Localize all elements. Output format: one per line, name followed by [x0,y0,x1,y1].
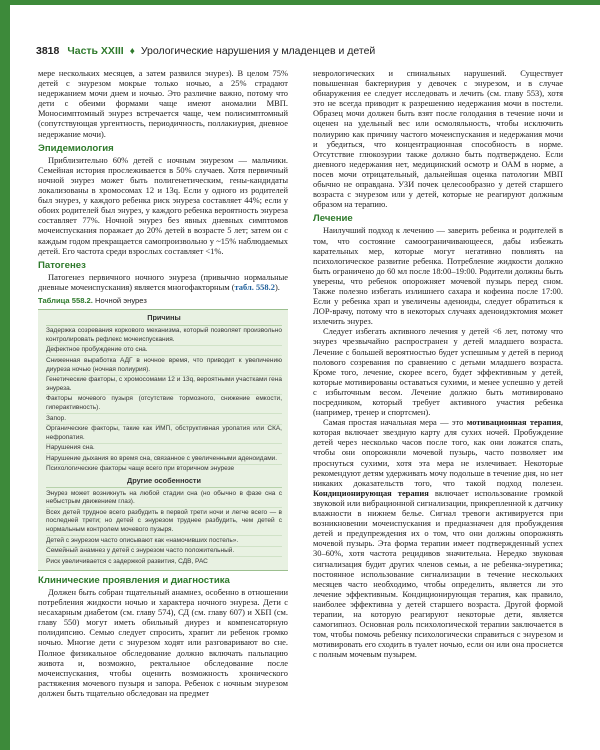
text-run: включает использование громкой звуковой или вибрационной сигнализации, прикрепленной к датчику влажности в нижнем белье. Сигнал тревоги активируется при возникновении мочеиспускания и предназначен для пробуждения детей и предупреждения их о том, что они должны опорожнять мочевой пузырь. Эта форма терапии имеет подтвержденный успех 30–60%, хотя частота рецидивов значительна. Нередко звуковая сигнализация будит других членов семьи, а не ребенка-энуретика; постоянное использование сигнализации в течение нескольких месяцев часто необходимо, чтобы определить, является ли это лечение эффективным. Кондиционирующая терапия, как правило, наиболее эффективна у детей старшего возраста. Другой формой терапии, на которую реагируют некоторые дети, является самогипноз. Основная роль психологической терапии заключается в том, чтобы помочь ребенку психологически справиться с энурезом и мотивировать его сходить в туалет ночью, если он или она проснется с полным мочевым пузырем. [313,487,564,660]
table-caption-label: Таблица 558.2. [38,295,93,305]
section-heading-treatment: Лечение [313,213,353,225]
table-section-header: Причины [46,312,282,326]
table-caption [38,296,288,306]
table-row: Нарушение дыхания во время сна, связанное с увеличенными аденоидами. [46,454,282,465]
paragraph: Следует избегать активного лечения у детей <6 лет, потому что энурез чрезвычайно распространен у детей младшего возраста. Лечение с большей вероятностью будет успешным у детей в период полового созревания по сравнению с детьми младшего возраста. Кроме того, лечение, скорее всего, будет эффективным у детей, которые мотивированы оставаться сухими, и менее успешно у детей с избыточным весом. Лечение должно быть мотивировано посредником, который требует активного участия ребенка (например, тренер и спортсмен). [313,326,563,418]
table-row: Всех детей трудное всего разбудить в первой трети ночи и легче всего — в последней трети; но детей с энурезом труднее разбудить, чем детей с нормальным контролем мочевого пузыря. [46,508,282,536]
table-row: Генетические факторы, с хромосомами 12 и 13q, вероятными участками гена энуреза. [46,376,282,395]
table-row: Органические факторы, такие как ИМП, обструктивная уропатия или СКА, нефропатия. [46,425,282,444]
paragraph: Приблизительно 60% детей с ночным энурезом — мальчики. Семейная история прослеживается в 50% случаев. Хотя первичный ночной энурез может быть полигенетическим, гены-кандидаты локализованы в хромосомах 12 и 13q. Если у одного из родителей был энурез, у каждого ребенка риск энуреза составляет 44%; если у обоих родителей был энурез, у каждого ребенка вероятность энуреза составляет 77%. Ночной энурез без явных дневных симптомов мочеиспускания поражает до 20% детей в возрасте 5 лет; затем он с каждым годом прекращается самопроизвольно у ~15% наблюдаемых детей. Его частота среди взрослых составляет <1%. [38,154,288,256]
right-column [313,68,563,659]
page-number: 3818 [36,45,60,57]
paragraph [38,272,288,292]
table-row: Дефектное пробуждение ото сна. [46,346,282,357]
table-row: Риск увеличивается с задержкой развития, СДВ, РАС [46,557,208,565]
table-row: Детей с энурезом часто описывают как «намочивших постель». [46,536,282,547]
paragraph: мере нескольких месяцев, а затем развился энурез). В целом 75% детей с энурезом мокрые только ночью, а 25% страдают недержанием мочи днем и ночью. Это различие важно, потому что дети с обеими формами чаще имеют аномалии МВП. Моносимптомный энурез встречается чаще, чем полисимптомный (сопутствующая ургентность, периодичность, поллакиурия, дневное недержание мочи). [38,68,288,139]
term-motivational-therapy: мотивационная терапия [466,417,561,428]
table-row: Психологические факторы чаще всего при вторичном энурезе [46,465,235,473]
table-section-causes [46,327,282,475]
table-row: Энурез может возникнуть на любой стадии сна (но обычно в фазе сна с небыстрым движением глаз). [46,489,282,508]
table-section-features [46,489,282,567]
term-conditioning-therapy: Кондиционирующая терапия [313,487,429,498]
table-row: Задержка созревания коркового механизма, который позволяет произвольно контролировать рефлекс мочеиспускания. [46,327,282,346]
chapter-title: Урологические нарушения у младенцев и детей [140,45,376,57]
text-run: Патогенез первичного ночного энуреза (привычно нормальные дневные мочеиспускания) является многофакторным ( [38,271,288,292]
table-reference-link[interactable]: табл. 558.2 [234,281,275,292]
paragraph: Наилучший подход к лечению — заверить ребенка и родителей в том, что состояние самоограничивающееся, дабы избежать карательных мер, которые могут негативно повлиять на психологическое развитие ребенка. Потребление жидкости должно быть ограничено до 60 мл после 18:00–19:00. Родители должны быть уверены, что ребенок опорожняет мочевой пузырь перед сном. Также полезно избегать излишнего сахара и кофеина после 17:00. Если у ребенка храп и увеличены аденоиды, следует обратиться к ЛОР-врачу, потому что в некоторых случаях аденоидэктомия может излечить энурез. [313,225,563,327]
table-row: Факторы мочевого пузыря (отсутствие тормозного, снижение емкости, гиперактивность). [46,395,282,414]
text-run: Самая простая начальная мера — это [323,417,467,428]
text-run: , которая включает звездную карту для сухих ночей. Пробуждение детей через несколько часов после того, как они ложатся спать, чтобы они опорожняли мочевой пузырь, часто позволяет им проснуться сухими, хотя эта мера не излечивает. Некоторые рекомендуют детям удерживать мочу подольше в течение дня, но нет никаких доказательств того, что такой подход полезен. [313,417,563,488]
left-column [38,68,288,698]
top-color-band [0,0,600,5]
part-label: Часть XXIII [67,45,124,57]
table-section-header: Другие особенности [46,475,282,489]
section-heading-pathogenesis: Патогенез [38,259,86,271]
paragraph [313,417,563,659]
paragraph: Должен быть собран тщательный анамнез, особенно в отношении потребления жидкости ночью и характера ночного энуреза. Дети с несахарным диабетом (см. главу 574), СД (см. главу 607) и ХБП (см. главу 550) могут иметь обильный диурез и компенсаторную полидипсию. Семью следует спросить, храпит ли ребенок громко ночью. Многие дети с энурезом ходят или разговаривают во сне. Полное физикальное обследование должно включать пальпацию живота и, возможно, ректальное обследование после мочеиспускания, чтобы оценить возможность хронического растяжения мочевого пузыря и запора. Ребенок с ночным энурезом должен быть тщательно обследован на предмет [38,587,288,698]
table-row: Семейный анамнез у детей с энурезом часто положительный. [46,547,282,558]
paragraph: неврологических и спинальных нарушений. Существует повышенная бактериурия у девочек с энурезом, и в случае обнаружения ее следует исследовать и лечить (см. главу 553), хотя это не всегда приводит к разрешению недержания мочи в постели. Образец мочи должен быть взят после голодания в течение ночи и оценен на удельный вес или осмоляльность, чтобы исключить полиурию как причину частого мочеиспускания и недержания мочи и убедиться, что концентрационная способность в норме. Отсутствие глюкозурии также должно быть подтверждено. Если дневного недержания нет, медицинский осмотр и ОАМ в норме, а посев мочи отрицательный, дальнейшая оценка патологии МВП обычно не оправдана. УЗИ почек целесообразно у детей старшего возраста с энурезом или у детей, которые не реагируют должным образом на терапию. [313,68,563,210]
table-row: Запор. [46,414,282,425]
section-heading-clinical: Клинические проявления и диагностика [38,574,230,586]
chapter-tab-strip [0,0,10,750]
diamond-bullet-icon: ♦ [129,45,135,57]
table-row: Нарушения сна. [46,444,282,455]
text-run: ). [274,281,280,292]
nocturnal-enuresis-table [38,309,288,571]
section-heading-epidemiology: Эпидемиология [38,142,114,154]
table-row: Сниженная выработка АДГ в ночное время, что приводит к увеличению диуреза ночью (ночная полиурия). [46,356,282,375]
table-caption-text: Ночной энурез [95,295,147,305]
running-header [36,42,566,60]
